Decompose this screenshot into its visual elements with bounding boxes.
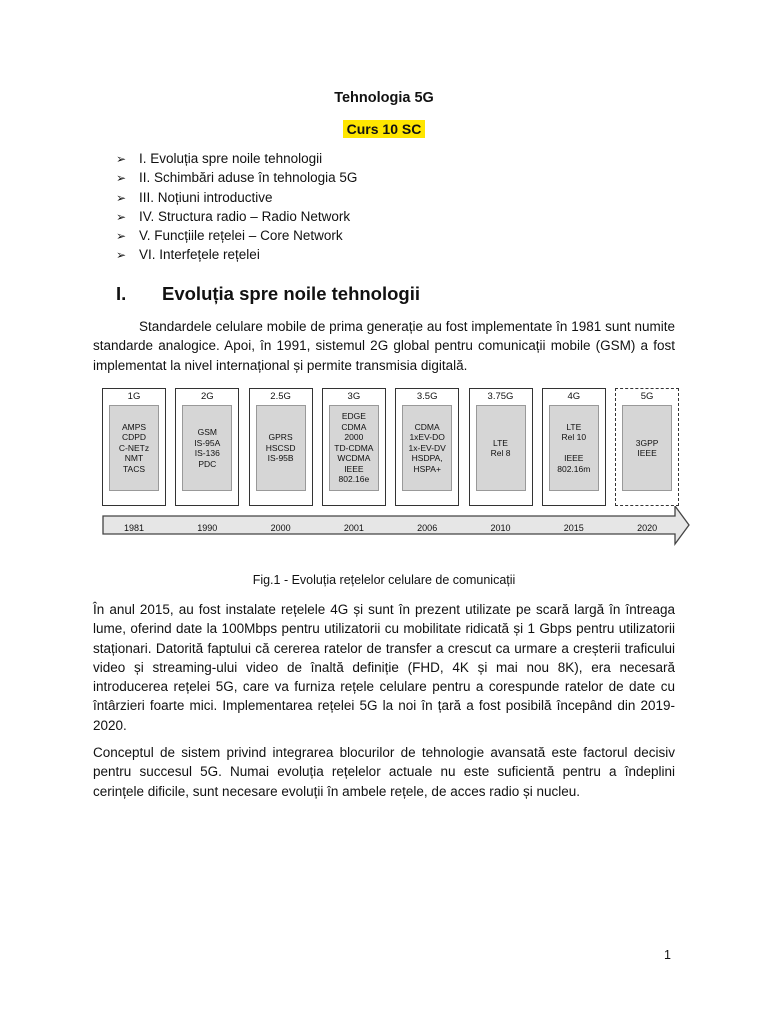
toc-item bbox=[116, 207, 357, 226]
subtitle-container bbox=[0, 120, 768, 139]
generation-box bbox=[395, 388, 459, 506]
generation-technologies: CDMA 1xEV-DO 1x-EV-DV HSDPA, HSPA+ bbox=[402, 405, 452, 491]
timeline-year: 1990 bbox=[197, 523, 218, 533]
toc-item bbox=[116, 168, 357, 187]
toc-item bbox=[116, 226, 357, 245]
arrow-bullet-icon: ➢ bbox=[116, 152, 127, 166]
arrow-bullet-icon: ➢ bbox=[116, 248, 127, 263]
toc-item-label: IV. Structura radio – Radio Network bbox=[139, 208, 351, 224]
section-title: Evoluția spre noile tehnologii bbox=[162, 283, 420, 304]
section-heading bbox=[116, 283, 420, 305]
toc-item-label: V. Funcțiile rețelei – Core Network bbox=[139, 228, 343, 244]
timeline-year: 2000 bbox=[270, 523, 291, 533]
generation-label: 3.5G bbox=[416, 391, 438, 402]
timeline-year: 2006 bbox=[417, 523, 438, 533]
generation-label: 5G bbox=[640, 391, 654, 402]
generation-technologies: EDGE CDMA 2000 TD-CDMA WCDMA IEEE 802.16e bbox=[329, 405, 379, 491]
table-of-contents bbox=[116, 149, 357, 265]
document-title: Tehnologia 5G bbox=[334, 90, 434, 106]
generation-label: 3G bbox=[347, 391, 361, 402]
toc-item-label: I. Evoluția spre noile tehnologii bbox=[139, 151, 323, 166]
page-number: 1 bbox=[664, 948, 671, 962]
generation-label: 2.5G bbox=[270, 391, 291, 402]
arrow-bullet-icon: ➢ bbox=[116, 171, 127, 186]
evolution-figure bbox=[95, 383, 695, 563]
generation-label: 1G bbox=[127, 391, 141, 402]
arrow-bullet-icon: ➢ bbox=[116, 190, 127, 205]
generation-box bbox=[615, 388, 679, 506]
toc-item-label: III. Noțiuni introductive bbox=[139, 189, 273, 205]
generation-technologies: AMPS CDPD C-NETz NMT TACS bbox=[109, 405, 159, 491]
course-subtitle: Curs 10 SC bbox=[343, 120, 426, 138]
generation-box bbox=[175, 388, 239, 506]
timeline-year: 1981 bbox=[123, 523, 145, 533]
generation-label: 4G bbox=[567, 391, 581, 402]
figure-caption: Fig.1 - Evoluția rețelelor celulare de comunicații bbox=[252, 573, 516, 587]
paragraph: Standardele celulare mobile de prima generație au fost implementate în 1981 sunt numite standarde analogice. Apoi, în 1991, sistemul 2G global pentru comunicații mobile (GSM) a fost implementat la nivel internațional și permite transmisia digitală. bbox=[93, 319, 675, 373]
toc-item bbox=[116, 149, 357, 168]
paragraph: Conceptul de sistem privind integrarea blocurilor de tehnologie avansată este factorul decisiv pentru succesul 5G. Numai evoluția rețelelor actuale nu este suficientă pentru a îndeplini cerințele dificile, sunt necesare evoluții în ambele rețele, de acces radio și nucleu. bbox=[93, 745, 675, 799]
timeline-year: 2001 bbox=[343, 523, 364, 533]
generation-box bbox=[102, 388, 166, 506]
generation-technologies: LTE Rel 8 bbox=[476, 405, 526, 491]
generation-box bbox=[542, 388, 606, 506]
toc-item-label: VI. Interfețele rețelei bbox=[139, 247, 260, 263]
toc-item bbox=[116, 188, 357, 207]
timeline-year: 2010 bbox=[490, 523, 511, 533]
timeline-arrow bbox=[95, 506, 695, 562]
toc-item-label: II. Schimbări aduse în tehnologia 5G bbox=[139, 170, 358, 186]
arrow-bullet-icon: ➢ bbox=[116, 209, 127, 224]
generation-technologies: 3GPP IEEE bbox=[622, 405, 672, 491]
generation-label: 3.75G bbox=[487, 391, 514, 402]
generation-technologies: LTE Rel 10 IEEE 802.16m bbox=[549, 405, 599, 491]
generation-box bbox=[469, 388, 533, 506]
timeline-year: 2015 bbox=[563, 523, 584, 533]
toc-item bbox=[116, 245, 357, 264]
generation-label: 2G bbox=[200, 391, 214, 402]
paragraph: În anul 2015, au fost instalate rețelele 4G și sunt în prezent utilizate pe scară largă în întreaga lume, oferind date la 100Mbps pentru utilizatorii cu mobilitate ridicată și 1 Gbps pentru utilizatorii staționari. Datorită faptului că cererea ratelor de transfer a crescut ca urmare a creșterii traficului video și streaming-ului video de înaltă definiție (FHD, 4K și mai nou 8K), era necesară introducerea rețelei 5G, care va furniza rețele celulare pentru a corespunde ratelor de date cu întârzieri foarte mici. Implementarea rețelei 5G la noi în țară a fost posibilă începând din 2019-2020. bbox=[93, 602, 675, 733]
generation-box bbox=[249, 388, 313, 506]
timeline-year: 2020 bbox=[637, 523, 658, 533]
section-number: I. bbox=[116, 283, 127, 304]
generation-technologies: GPRS HSCSD IS-95B bbox=[256, 405, 306, 491]
generation-box bbox=[322, 388, 386, 506]
generation-technologies: GSM IS-95A IS-136 PDC bbox=[182, 405, 232, 491]
arrow-bullet-icon: ➢ bbox=[116, 229, 127, 244]
